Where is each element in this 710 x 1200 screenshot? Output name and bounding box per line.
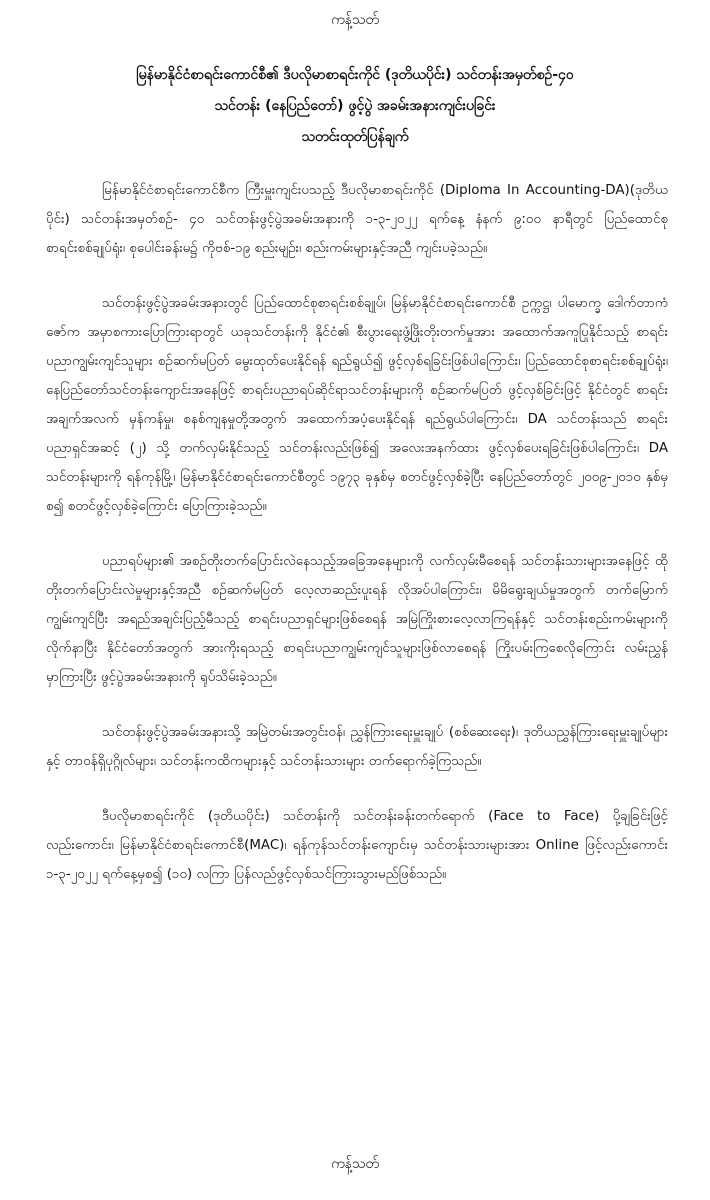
paragraph-3: ပညာရပ်များ၏ အစဉ်တိုးတက်ပြောင်းလဲနေသည့်အခြေအနေများကို လက်လှမ်းမီစေရန် သင်တန်းသားများအနေဖြင့် ထိုတိုးတက်ပြောင်းလဲမှုများနှင့်အညီ စဉ်ဆက်မပြတ် လေ့လာဆည်းပူးရန် လိုအပ်ပါကြောင်း၊ မိမိရွေးချယ်မှုအတွက် တက်မြောက်ကျွမ်းကျင်ပြီး အရည်အချင်းပြည့်မီသည့် စာရင်းပညာရှင်များဖြစ်စေရန် အမြဲကြိုးစားလေ့လာကြရန်နှင့် သင်တန်းစည်းကမ်းများကို လိုက်နာပြီး နိုင်ငံတော်အတွက် အားကိုးရသည့် စာရင်းပညာကျွမ်းကျင်သူများဖြစ်လာစေရန် ကြိုးပမ်းကြစေလိုကြောင်း လမ်းညွှန်မှာကြားပြီး ဖွင့်ပွဲအခမ်းအနားကို ရုပ်သိမ်းခဲ့သည်။ xyxy=(46,554,668,685)
title-line-1: မြန်မာနိုင်ငံစာရင်းကောင်စီ၏ ဒီပလိုမာစာရင်းကိုင် (ဒုတိယပိုင်း) သင်တန်းအမှတ်စဉ်-၄၀ xyxy=(136,67,574,83)
classification-header: ကန့်သတ် xyxy=(330,12,380,28)
paragraph-2: သင်တန်းဖွင့်ပွဲအခမ်းအနားတွင် ပြည်ထောင်စုစာရင်းစစ်ချုပ်၊ မြန်မာနိုင်ငံစာရင်းကောင်စီ ဥက္ကဋ္ဌ၊ ပါမောက္ခ ဒေါက်တာကံဇော်က အမှာစကားပြောကြားရာတွင် ယခုသင်တန်းကို နိုင်ငံ၏ စီးပွားရေးဖွံ့ဖြိုးတိုးတက်မှုအား အထောက်အကူပြုနိုင်သည့် စာရင်းပညာကျွမ်းကျင်သူများ စဉ်ဆက်မပြတ် မွေးထုတ်ပေးနိုင်ရန် ရည်ရွယ်၍ ဖွင့်လှစ်ရခြင်းဖြစ်ပါကြောင်း၊ ပြည်ထောင်စုစာရင်းစစ်ချုပ်ရုံး၊ နေပြည်တော်သင်တန်းကျောင်းအနေဖြင့် စာရင်းပညာရပ်ဆိုင်ရာသင်တန်းများကို စဉ်ဆက်မပြတ် ဖွင့်လှစ်ခြင်းဖြင့် နိုင်ငံတွင် စာရင်းအချက်အလက် မှန်ကန်မှု၊ စနစ်ကျနမှုတို့အတွက် အထောက်အပံ့ပေးနိုင်ရန် ရည်ရွယ်ပါကြောင်း၊ DA သင်တန်းသည် စာရင်းပညာရှင်အဆင့် (၂) သို့ တက်လှမ်းနိုင်သည့် သင်တန်းလည်းဖြစ်၍ အလေးအနက်ထား ဖွင့်လှစ်ပေးရခြင်းဖြစ်ပါကြောင်း၊ DA သင်တန်းများကို ရန်ကုန်မြို့၊ မြန်မာနိုင်ငံစာရင်းကောင်စီတွင် ၁၉၇၃ ခုနှစ်မှ စတင်ဖွင့်လှစ်ခဲ့ပြီး နေပြည်တော်တွင် ၂၀၀၉-၂၀၁၀ နှစ်မှစ၍ စတင်ဖွင့်လှစ်ခဲ့ကြောင်း ပြောကြားခဲ့သည်။ xyxy=(46,296,668,514)
paragraph-1: မြန်မာနိုင်ငံစာရင်းကောင်စီက ကြီးမှူးကျင်းပသည့် ဒီပလိုမာစာရင်းကိုင် (Diploma In Accounting-DA)(ဒုတိယပိုင်း) သင်တန်းအမှတ်စဉ်- ၄၀ သင်တန်းဖွင့်ပွဲအခမ်းအနားကို ၁-၃-၂၀၂၂ ရက်နေ့ နံနက် ၉:၀၀ နာရီတွင် ပြည်ထောင်စုစာရင်းစစ်ချုပ်ရုံး၊ စုပေါင်းခန်းမ၌ ကိုဗစ်-၁၉ စည်းမျဉ်း၊ စည်းကမ်းများနှင့်အညီ ကျင်းပခဲ့သည်။ xyxy=(46,183,668,256)
document-title xyxy=(40,60,670,153)
title-line-3: သတင်းထုတ်ပြန်ချက် xyxy=(301,129,409,145)
document-body xyxy=(46,176,668,889)
paragraph-4: သင်တန်းဖွင့်ပွဲအခမ်းအနားသို့ အမြဲတမ်းအတွင်းဝန်၊ ညွှန်ကြားရေးမှူးချုပ် (စစ်ဆေးရေး)၊ ဒုတိယညွှန်ကြားရေးမှူးချုပ်များနှင့် တာဝန်ရှိပုဂ္ဂိုလ်များ၊ သင်တန်းကထိကများနှင့် သင်တန်းသားများ တက်ရောက်ခဲ့ကြသည်။ xyxy=(46,725,668,769)
classification-footer: ကန့်သတ် xyxy=(330,1156,380,1172)
title-line-2: သင်တန်း (နေပြည်တော်) ဖွင့်ပွဲ အခမ်းအနားကျင်းပခြင်း xyxy=(214,98,496,114)
paragraph-5: ဒီပလိုမာစာရင်းကိုင် (ဒုတိယပိုင်း) သင်တန်းကို သင်တန်းခန်းတက်ရောက် (Face to Face) ပို့ချခြင်းဖြင့်လည်းကောင်း၊ မြန်မာနိုင်ငံစာရင်းကောင်စီ(MAC)၊ ရန်ကုန်သင်တန်းကျောင်းမှ သင်တန်းသားများအား Online ဖြင့်လည်းကောင်း ၁-၃-၂၀၂၂ ရက်နေ့မှစ၍ (၁၀) လကြာ ပြန်လည်ဖွင့်လှစ်သင်ကြားသွားမည်ဖြစ်သည်။ xyxy=(46,809,668,882)
